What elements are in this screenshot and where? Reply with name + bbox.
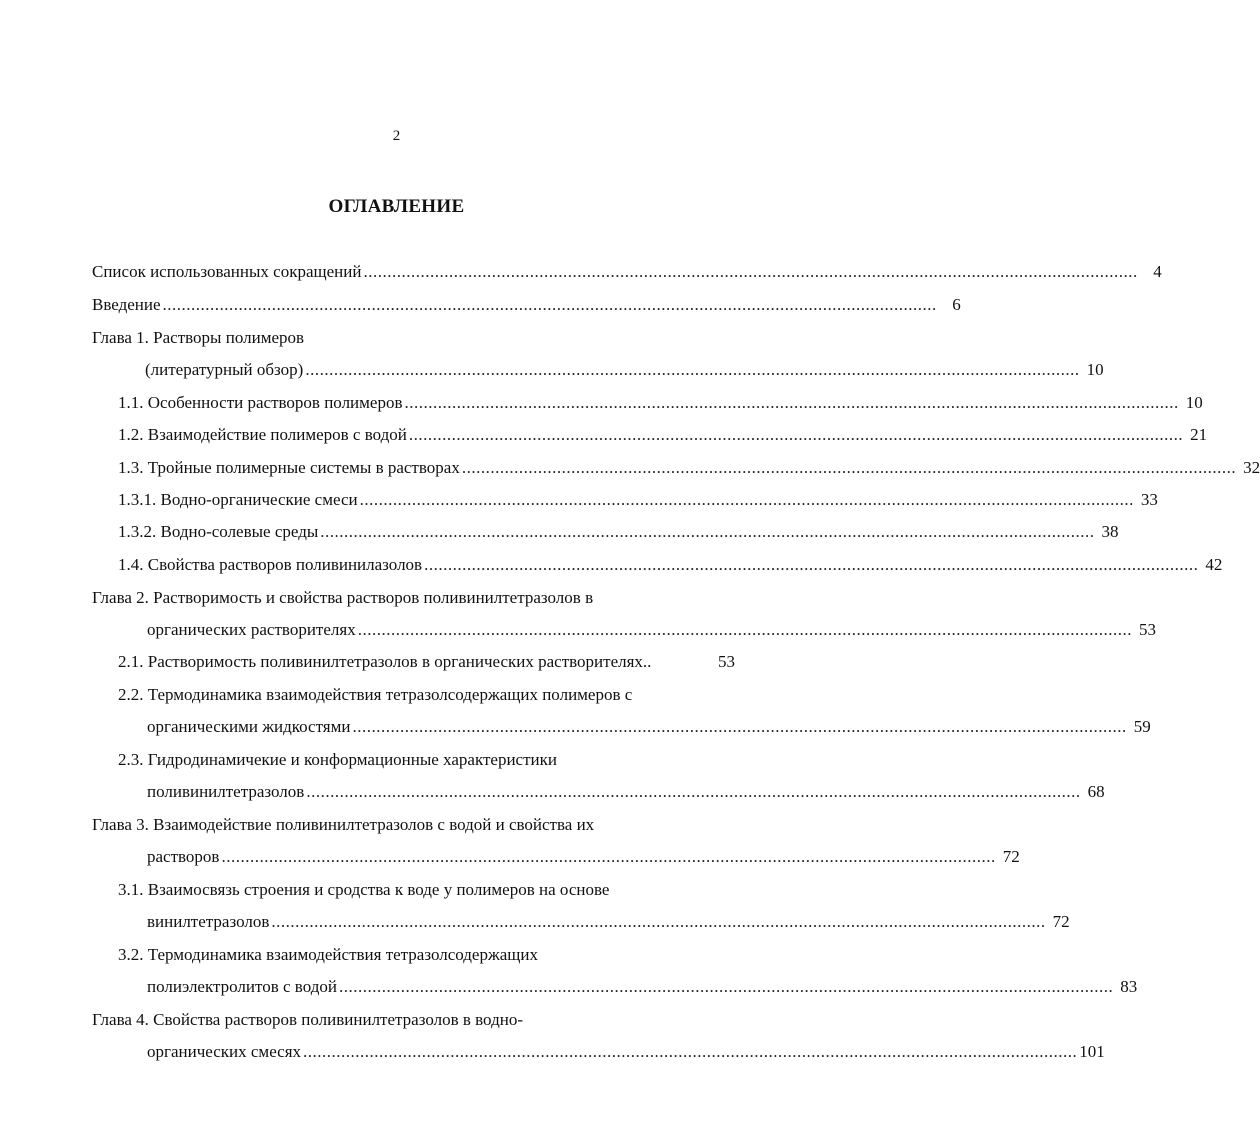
toc-leader-dots: ................................................................................................................................................................... [320, 522, 1095, 541]
toc-entry [118, 945, 538, 965]
toc-entry-text: 1.3. Тройные полимерные системы в растворах [118, 458, 460, 477]
toc-entry-text: (литературный обзор) [145, 360, 304, 379]
toc-leader-dots: ................................................................................................................................................................... [357, 620, 1132, 639]
toc-entry [92, 295, 961, 315]
toc-entry [118, 750, 557, 770]
toc-entry-text: органическими жидкостями [147, 717, 351, 736]
toc-entry [118, 522, 1119, 542]
toc-entry-page: 72 [1052, 912, 1070, 931]
toc-entry-text: органических смесях [147, 1042, 302, 1061]
toc-leader-dots: ................................................................................................................................................................... [424, 555, 1199, 574]
toc-leader-dots: ................................................................................................................................................................... [352, 717, 1127, 736]
toc-entry [118, 393, 1203, 413]
toc-entry [92, 262, 1162, 282]
toc-entry [147, 912, 1070, 932]
toc-entry-page: 42 [1205, 555, 1223, 574]
toc-entry-text: Глава 4. Свойства растворов поливинилтетразолов в водно- [92, 1010, 523, 1029]
toc-entry-text: поливинилтетразолов [147, 782, 305, 801]
toc-entry-text: Введение [92, 295, 161, 314]
toc-leader-dots: ................................................................................................................................................................... [408, 425, 1184, 444]
toc-entry [147, 782, 1105, 802]
toc-entry [147, 717, 1151, 737]
toc-entry-page: 38 [1101, 522, 1119, 541]
page-number: 2 [392, 128, 401, 144]
toc-entry-text: 2.2. Термодинамика взаимодействия тетразолсодержащих полимеров с [118, 685, 633, 704]
toc-leader-dots: ................................................................................................................................................................... [303, 1042, 1078, 1061]
toc-leader-dots: ................................................................................................................................................................... [404, 393, 1179, 412]
toc-entry-text: 1.3.2. Водно-солевые среды [118, 522, 319, 541]
toc-entry-page: 68 [1087, 782, 1105, 801]
toc-entry-text: винилтетразолов [147, 912, 270, 931]
toc-entry-page: 83 [1120, 977, 1138, 996]
toc-entry-text: растворов [147, 847, 220, 866]
toc-entry [147, 847, 1020, 867]
toc-entry [118, 880, 609, 900]
toc-entry [145, 360, 1104, 380]
toc-entry-text: 1.4. Свойства растворов поливинилазолов [118, 555, 423, 574]
toc-entry-page: 101 [1079, 1042, 1105, 1061]
toc-entry [118, 685, 632, 705]
toc-leader-dots: ................................................................................................................................................................... [306, 782, 1081, 801]
toc-leader-dots: ................................................................................................................................................................... [221, 847, 996, 866]
toc-entry-text: органических растворителях [147, 620, 356, 639]
toc-entry [147, 1042, 1105, 1062]
toc-entry-text: 3.1. Взаимосвязь строения и сродства к воде у полимеров на основе [118, 880, 610, 899]
toc-entry-page: 21 [1190, 425, 1208, 444]
toc-entry-page: 6 [952, 295, 961, 314]
toc-entry-page: 59 [1133, 717, 1151, 736]
toc-entry-page: 32 [1243, 458, 1260, 477]
toc-entry [147, 620, 1156, 640]
toc-entry-page: 53 [718, 652, 735, 671]
toc-entry-page: 33 [1140, 490, 1158, 509]
toc-entry-page: 10 [1086, 360, 1104, 379]
toc-entry-text: 3.2. Термодинамика взаимодействия тетразолсодержащих [118, 945, 538, 964]
toc-entry [118, 458, 1260, 478]
toc-leader-dots: ................................................................................................................................................................... [363, 262, 1138, 281]
toc-entry [147, 977, 1138, 997]
toc-leader-dots: ................................................................................................................................................................... [162, 295, 937, 314]
toc-entry [92, 588, 593, 608]
toc-leader-dots: ................................................................................................................................................................... [359, 490, 1134, 509]
toc-entry [92, 815, 594, 835]
toc-entry-page: 4 [1153, 262, 1162, 281]
toc-entry-text: полиэлектролитов с водой [147, 977, 337, 996]
toc-entry [118, 555, 1223, 575]
toc-entry-text: 1.2. Взаимодействие полимеров с водой [118, 425, 407, 444]
toc-entry-text: 2.1. Растворимость поливинилтетразолов в органических растворителях.. [118, 652, 652, 671]
toc-entry-text: 1.3.1. Водно-органические смеси [118, 490, 358, 509]
toc-entry [118, 652, 735, 672]
toc-entry-page: 10 [1185, 393, 1203, 412]
toc-entry [118, 490, 1158, 510]
toc-leader-dots: ................................................................................................................................................................... [305, 360, 1080, 379]
toc-leader-dots: ................................................................................................................................................................... [271, 912, 1046, 931]
toc-entry-page: 72 [1002, 847, 1020, 866]
toc-entry-text: Глава 3. Взаимодействие поливинилтетразолов с водой и свойства их [92, 815, 595, 834]
toc-entry [118, 425, 1208, 445]
toc-leader-dots: ................................................................................................................................................................... [338, 977, 1114, 996]
toc-title: ОГЛАВЛЕНИЕ [328, 196, 465, 217]
toc-entry [92, 328, 725, 348]
toc-entry-page: 53 [1138, 620, 1156, 639]
toc-entry-text: 2.3. Гидродинамичекие и конформационные характеристики [118, 750, 557, 769]
toc-entry-text: 1.1. Особенности растворов полимеров [118, 393, 403, 412]
toc-leader-dots: ................................................................................................................................................................... [461, 458, 1237, 477]
toc-entry-text: Глава 1. Растворы полимеров [92, 328, 305, 347]
toc-entry-text: Список использованных сокращений [92, 262, 362, 281]
toc-entry-text: Глава 2. Растворимость и свойства растворов поливинилтетразолов в [92, 588, 594, 607]
toc-entry [92, 1010, 523, 1030]
